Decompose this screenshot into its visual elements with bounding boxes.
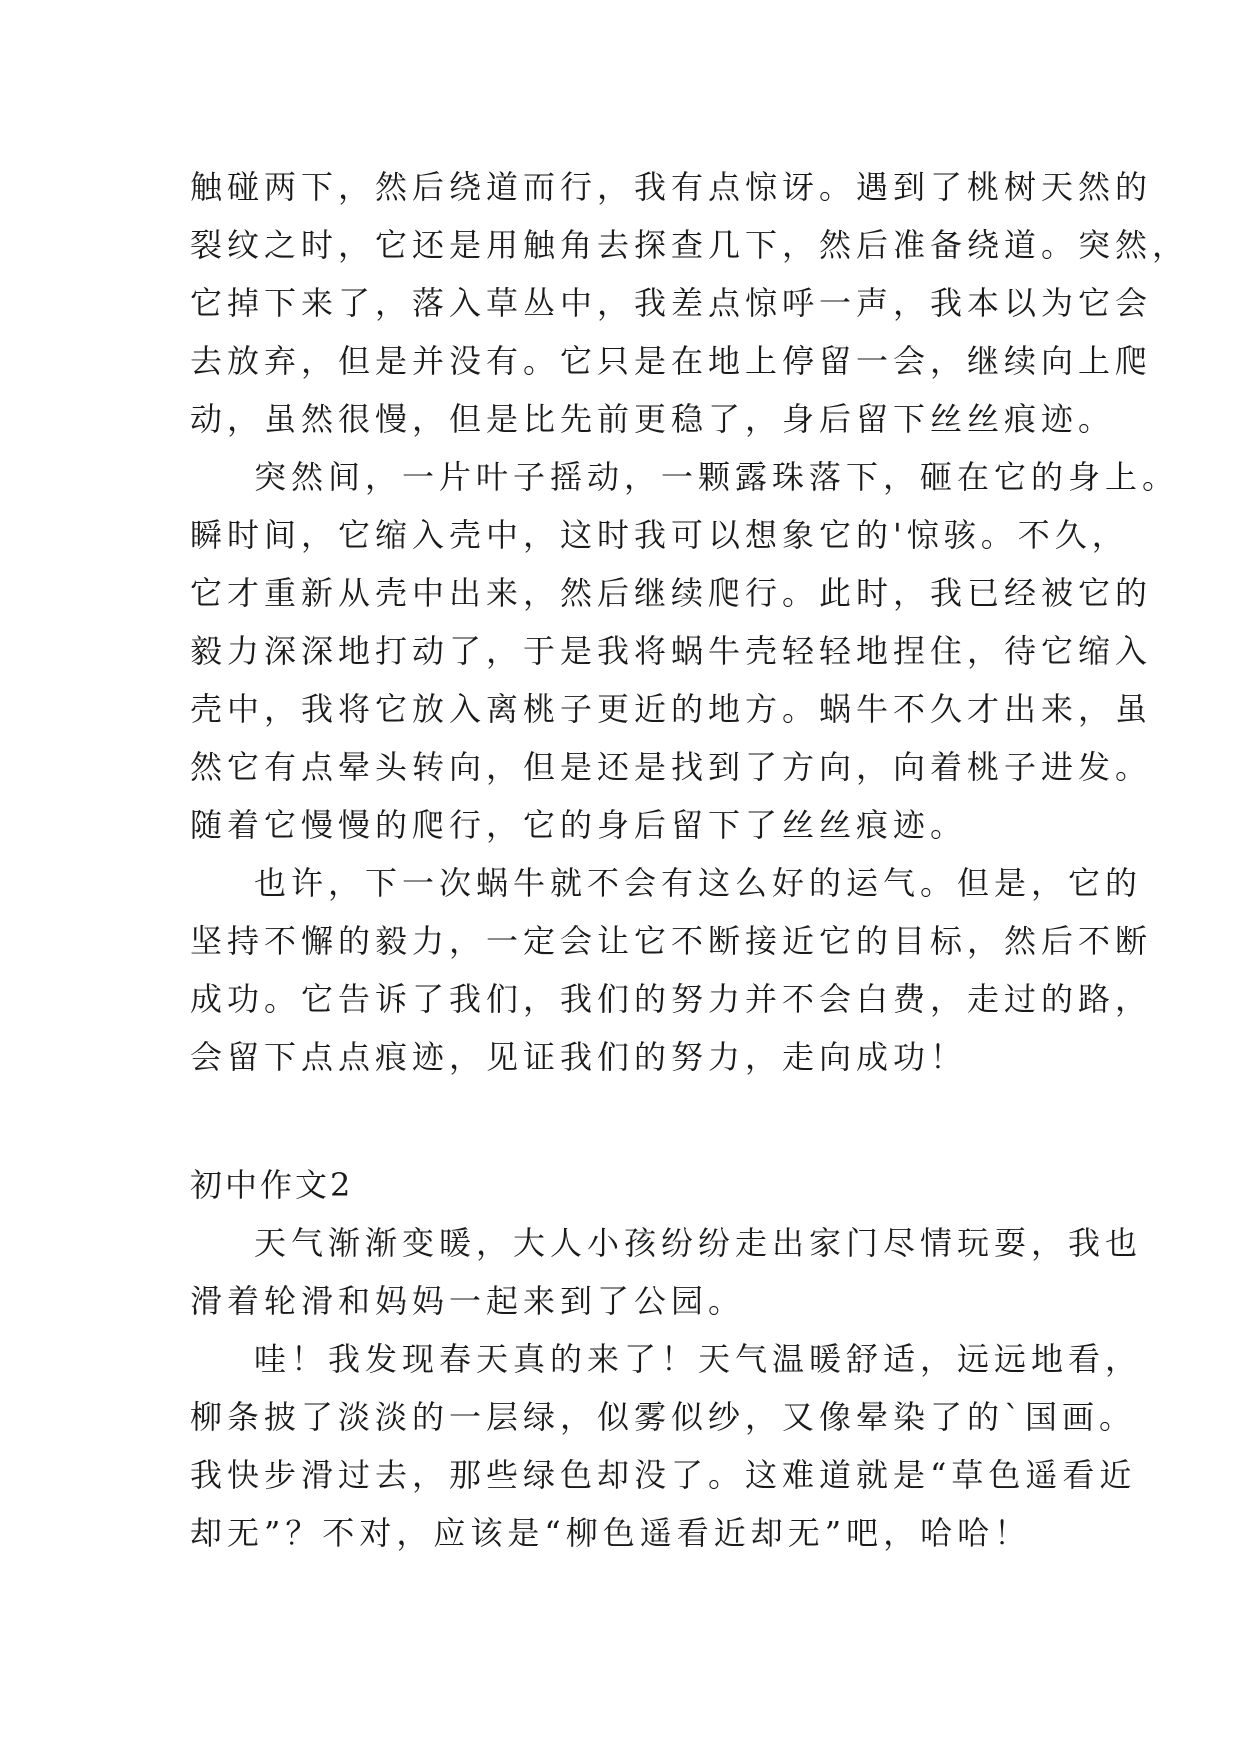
text-line: 滑着轮滑和妈妈一起来到了公园。 bbox=[190, 1282, 746, 1320]
document-body bbox=[190, 158, 1190, 1562]
text-line: 会留下点点痕迹，见证我们的努力，走向成功！ bbox=[190, 1038, 968, 1076]
text-line: 毅力深深地打动了，于是我将蜗牛壳轻轻地捏住，待它缩入 bbox=[190, 632, 1153, 670]
text-line: 随着它慢慢的爬行，它的身后留下了丝丝痕迹。 bbox=[190, 806, 968, 844]
paragraph bbox=[190, 1330, 1143, 1562]
text-line: 去放弃，但是并没有。它只是在地上停留一会，继续向上爬 bbox=[190, 342, 1153, 380]
text-line: 触碰两下，然后绕道而行，我有点惊讶。遇到了桃树天然的 bbox=[190, 168, 1153, 206]
text-line: 然它有点晕头转向，但是还是找到了方向，向着桃子进发。 bbox=[190, 748, 1153, 786]
text-line: 它掉下来了，落入草丛中，我差点惊呼一声，我本以为它会 bbox=[190, 284, 1153, 322]
text-line: 也许，下一次蜗牛就不会有这么好的运气。但是，它的 bbox=[254, 864, 1143, 902]
text-line: 成功。它告诉了我们，我们的努力并不会白费，走过的路， bbox=[190, 980, 1153, 1018]
text-line: 裂纹之时，它还是用触角去探查几下，然后准备绕道。突然， bbox=[190, 226, 1190, 264]
text-line: 它才重新从壳中出来，然后继续爬行。此时，我已经被它的 bbox=[190, 574, 1153, 612]
text-line: 突然间，一片叶子摇动，一颗露珠落下，砸在它的身上。 bbox=[254, 458, 1180, 496]
text-line: 我快步滑过去，那些绿色却没了。这难道就是“草色遥看近 bbox=[190, 1456, 1137, 1494]
text-line: 瞬时间，它缩入壳中，这时我可以想象它的'惊骇。不久， bbox=[190, 516, 1129, 554]
paragraph bbox=[190, 1214, 1143, 1330]
section-title: 初中作文2 bbox=[190, 1166, 354, 1204]
paragraph bbox=[190, 854, 1153, 1086]
text-line: 哇！我发现春天真的来了！天气温暖舒适，远远地看， bbox=[254, 1340, 1143, 1378]
paragraph bbox=[190, 448, 1180, 854]
text-line: 壳中，我将它放入离桃子更近的地方。蜗牛不久才出来，虽 bbox=[190, 690, 1153, 728]
text-line: 动，虽然很慢，但是比先前更稳了，身后留下丝丝痕迹。 bbox=[190, 400, 1116, 438]
text-line: 坚持不懈的毅力，一定会让它不断接近它的目标，然后不断 bbox=[190, 922, 1153, 960]
text-line: 天气渐渐变暖，大人小孩纷纷走出家门尽情玩耍，我也 bbox=[254, 1224, 1143, 1262]
text-line: 却无”？不对，应该是“柳色遥看近却无”吧，哈哈！ bbox=[190, 1514, 1032, 1552]
text-line: 柳条披了淡淡的一层绿，似雾似纱，又像晕染了的`国画。 bbox=[190, 1398, 1137, 1436]
paragraph bbox=[190, 158, 1190, 448]
